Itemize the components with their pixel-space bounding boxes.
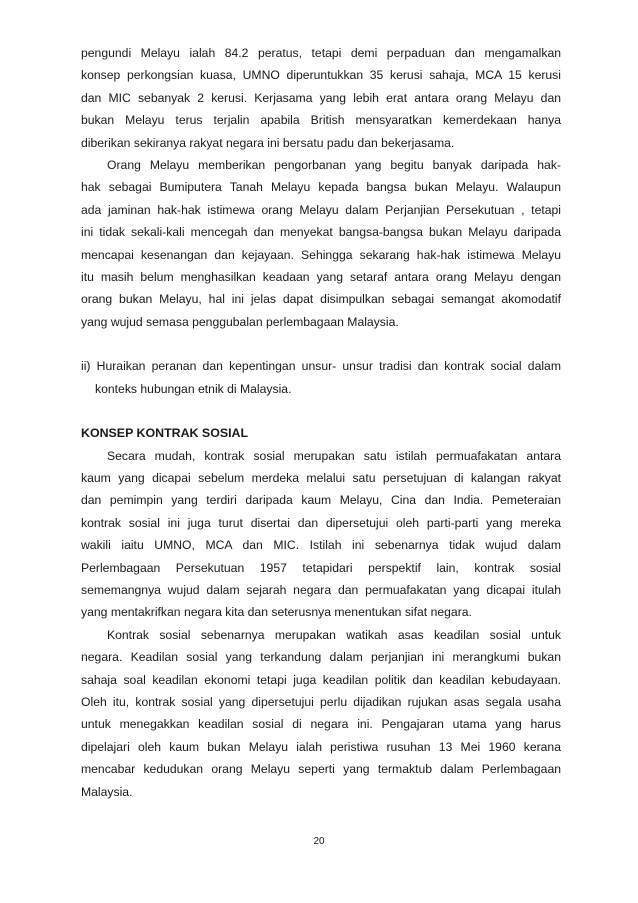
text-line: Oleh itu, kontrak sosial yang dipersetujui perlu dijadikan rujukan asas segala usaha bbox=[81, 694, 561, 709]
text-line: dan MIC sebanyak 2 kerusi. Kerjasama yang lebih erat antara orang Melayu dan bbox=[81, 90, 561, 105]
text-line: untuk menegakkan keadilan sosial di negara ini. Pengajaran utama yang harus bbox=[81, 717, 561, 732]
text-line: ada jaminan hak-hak istimewa orang Melayu dalam Perjanjian Persekutuan , tetapi bbox=[81, 202, 561, 217]
text-line: ini tidak sekali-kali mencegah dan menyekat bangsa-bangsa bukan Melayu daripada bbox=[81, 225, 561, 240]
text-line: dipelajari oleh kaum bukan Melayu ialah peristiwa rusuhan 13 Mei 1960 kerana bbox=[81, 739, 561, 754]
paragraph-3 bbox=[81, 445, 561, 624]
text-line: wakili iaitu UMNO, MCA dan MIC. Istilah ini sebenarnya tidak wujud dalam bbox=[81, 538, 561, 553]
text-line: hak sebagai Bumiputera Tanah Melayu kepada bangsa bukan Melayu. Walaupun bbox=[81, 180, 561, 195]
text-line: yang mentakrifkan negara kita dan seterusnya menentukan sifat negara. bbox=[81, 605, 472, 620]
section-heading: KONSEP KONTRAK SOSIAL bbox=[81, 426, 249, 441]
text-line: orang bukan Melayu, hal ini jelas dapat disimpulkan sebagai semangat akomodatif bbox=[81, 292, 561, 307]
text-line: yang wujud semasa penggubalan perlembagaan Malaysia. bbox=[81, 314, 399, 329]
text-line: sememangnya wujud dalam sejarah negara dan permuafakatan yang dicapai itulah bbox=[81, 582, 561, 597]
text-line: pengundi Melayu ialah 84.2 peratus, tetapi demi perpaduan dan mengamalkan bbox=[81, 46, 561, 60]
text-line: Malaysia. bbox=[81, 784, 133, 799]
text-line: negara. Keadilan sosial yang terkandung dalam perjanjian ini merangkumi bukan bbox=[81, 650, 561, 665]
page-number: 20 bbox=[313, 836, 325, 847]
document-page bbox=[81, 42, 561, 803]
text-line: bukan Melayu terus terjalin apabila British mensyaratkan kemerdekaan hanya bbox=[81, 113, 561, 128]
paragraph-1 bbox=[81, 42, 561, 154]
text-line: mencabar kedudukan orang Melayu seperti yang termaktub dalam Perlembagaan bbox=[81, 762, 561, 777]
paragraph-4 bbox=[81, 624, 561, 803]
text-line: Secara mudah, kontrak sosial merupakan satu istilah permuafakatan antara bbox=[107, 448, 561, 463]
text-line: mencapai kesenangan dan kejayaan. Sehingga sekarang hak-hak istimewa Melayu bbox=[81, 247, 561, 262]
text-line: sahaja soal keadilan ekonomi tetapi juga keadilan politik dan keadilan kebudayaan. bbox=[81, 672, 561, 687]
text-line: itu masih belum menghasilkan keadaan yang setaraf antara orang Melayu dengan bbox=[81, 270, 561, 285]
text-line: Kontrak sosial sebenarnya merupakan watikah asas keadilan sosial untuk bbox=[107, 627, 561, 642]
text-line: dan pemimpin yang terdiri daripada kaum Melayu, Cina dan India. Pemeteraian bbox=[81, 493, 561, 508]
text-line: konteks hubungan etnik di Malaysia. bbox=[95, 381, 292, 396]
paragraph-2 bbox=[81, 154, 561, 333]
question-item bbox=[81, 355, 561, 400]
text-line: konsep perkongsian kuasa, UMNO diperuntukkan 35 kerusi sahaja, MCA 15 kerusi bbox=[81, 68, 561, 83]
text-line: diberikan sekiranya rakyat negara ini bersatu padu dan bekerjasama. bbox=[81, 135, 455, 150]
text-line: kontrak sosial ini juga turut disertai dan dipersetujui oleh parti-parti yang mereka bbox=[81, 515, 561, 530]
text-line: Orang Melayu memberikan pengorbanan yang begitu banyak daripada hak- bbox=[107, 158, 561, 173]
text-line: Perlembagaan Persekutuan 1957 tetapidari perspektif lain, kontrak sosial bbox=[81, 560, 561, 575]
text-line: ii) Huraikan peranan dan kepentingan unsur- unsur tradisi dan kontrak social dalam bbox=[81, 359, 561, 374]
text-line: kaum yang dicapai sebelum merdeka melalui satu persetujuan di kalangan rakyat bbox=[81, 470, 561, 485]
